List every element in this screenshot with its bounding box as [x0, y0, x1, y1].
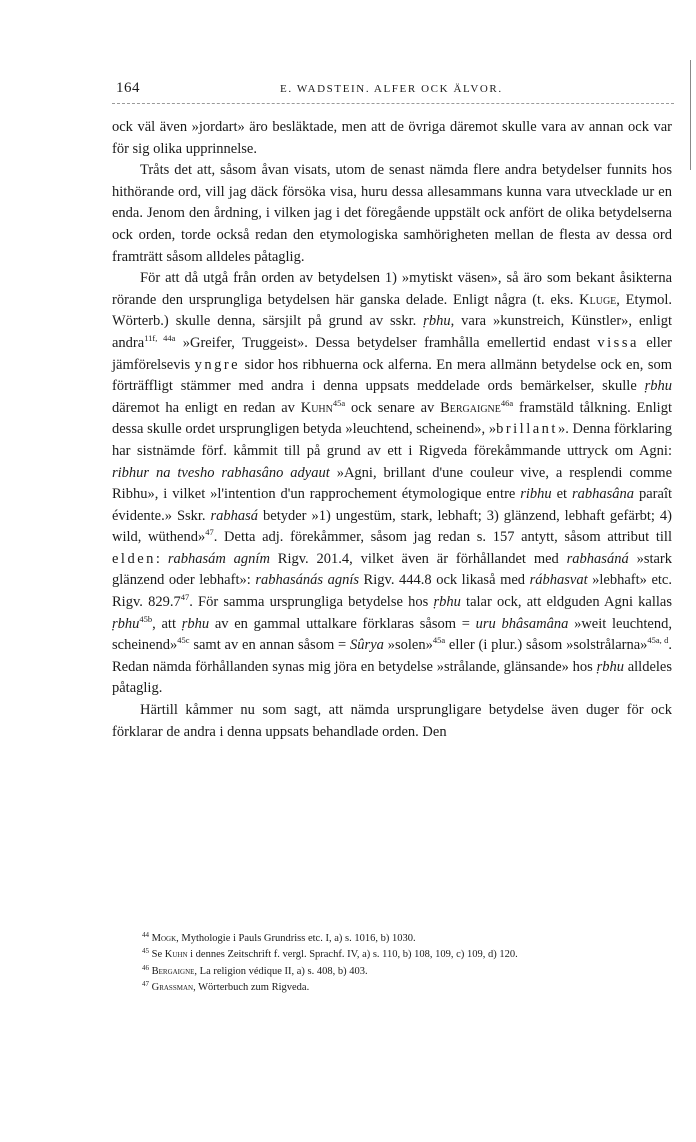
- footnote-44: $^{44}$ Mogk, Mythologie i Pauls Grundriss etc. I, a) s. 1016, b) 1030.: [142, 931, 416, 944]
- paragraph-2: Tråts det att, såsom åvan visats, utom de senast nämda flere andra betydelser funnits hos hithörande ord, vill jag däck försöka visa, huru dessa allesammans kunna vara utvecklade ur en enda. Jenom den årdning, i vilken jag i det föregående uppstält ock anfört de olika betydelserna ock orden, torde också redan den etymologiska samhörigheten mellan de flesta av dessa ord framträtt såsom alldeles påtaglig.: [112, 162, 672, 265]
- footnote-ref: 47: [205, 527, 214, 538]
- page-header: [108, 80, 670, 100]
- footnotes: [112, 931, 670, 997]
- scan-edge-line: [690, 60, 691, 170]
- running-title: E. WADSTEIN. ALFER OCK ÄLVOR.: [280, 83, 503, 95]
- footnote-ref: 45a, d: [647, 635, 669, 646]
- paragraph-4: Härtill kåmmer nu som sagt, att nämda ursprungligare betydelse även duger för ock förklarar de andra i denna uppsats behandlade orden. Den: [112, 702, 672, 740]
- footnote-ref: 46a: [500, 397, 514, 408]
- footnote-ref: 47: [180, 592, 190, 603]
- paragraph-3: För att då utgå från orden av betydelsen 1) »mytiskt väsen», så äro som bekant åsikterna rörande den ursprungliga betydelsen här ganska delade. Enligt några (t. eks. Kluge, Etymol. Wörterb.) skulle denna, särsjilt på grund av sskr. ṛbhu, vara »kunstreich, Künstler», enligt andra$^{11f, 44a}$ »Greifer, Truggeist». Dessa betydelser framhålla emellertid endast vissa eller jämförelsevis yngre sidor hos ribhuerna ock alferna. En mera allmänn betydelse ock en, som förträffligt stämmer med andra i denna uppsats meddelade ords bemärkelser, skulle ṛbhu däremot ha enligt en redan av Kuhn$^{45a}$ ock senare av Bergaigne$^{46a}$ framstäld tålkning. Enligt dessa skulle ordet ursprungligen betyda »leuchtend, scheinend», »brillant». Denna förklaring har sistnämde förf. kåmmit till på grund av ett i Rigveda förekåmmande uttryck om Agni: ribhur na tvesho rabhasâno adyaut »Agni, brillant d'une couleur vive, a resplendi comme Ribhu», i vilket »l'intention d'un rapprochement étymologique entre ribhu et rabhasâna paraît évidente.» Sskr. rabhasá betyder »1) ungestüm, stark, lebhaft; 3) glänzend, lebhaft gefärbt; 4) wild, wüthend»$^{47}$. Detta adj. förekåmmer, såsom jag redan s. 157 antytt, såsom attribut till elden: rabhasám agním Rigv. 201.4, vilket även är förhållandet med rabhasáná »stark glänzend oder lebhaft»: rabhasánás agnís Rigv. 444.8 ock likaså med rábhasvat »lebhaft» etc. Rigv. 829.7$^{47}$. För samma ursprungliga betydelse hos ṛbhu talar ock, att eldguden Agni kallas ṛbhu$^{45b}$, att ṛbhu av en gammal uttalkare förklaras såsom = uru bhâsamâna »weit leuchtend, scheinend»$^{45c}$ samt av en annan såsom = Sûrya »solen»$^{45a}$ eller (i plur.) såsom »solstrålarna»$^{45a, d}$. Redan nämda förhållanden synas mig jöra en betydelse »strålande, glänsande» hos ṛbhu alldeles påtaglig.: [112, 270, 673, 697]
- footnote-ref: 45b: [139, 613, 153, 624]
- footnote-ref: 45a: [432, 635, 446, 646]
- footnote-46: $^{46}$ Bergaigne, La religion védique II, a) s. 408, b) 403.: [142, 963, 368, 977]
- header-rule: [112, 103, 674, 104]
- footnote-ref: 45c: [177, 635, 190, 646]
- body-text: [112, 117, 672, 743]
- paragraph-1: ock väl även »jordart» äro besläktade, men att de övriga däremot skulle vara av annan ock var för sig olika upprinnelse.: [112, 119, 672, 157]
- footnote-ref: 45a: [332, 397, 346, 408]
- footnote-ref: 11f, 44a: [144, 332, 176, 343]
- footnote-47: $^{47}$ Grassman, Wörterbuch zum Rigveda.: [142, 980, 310, 994]
- page-number: 164: [116, 80, 140, 96]
- footnote-45: $^{45}$ Se Kuhn i dennes Zeitschrift f. vergl. Sprachf. IV, a) s. 110, b) 108, 109, c) 109, d) 120.: [142, 947, 518, 961]
